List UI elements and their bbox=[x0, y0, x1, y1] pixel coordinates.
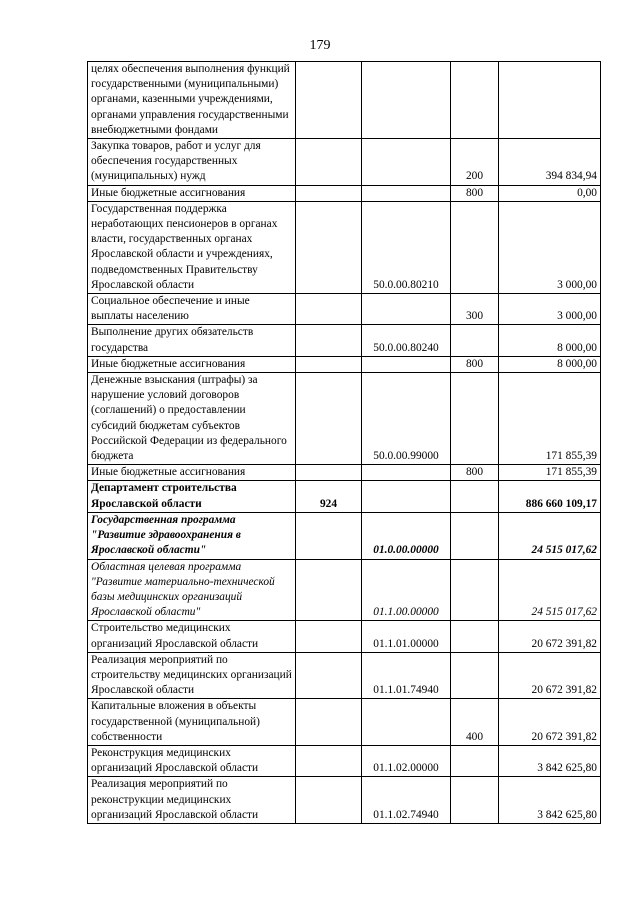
table-row bbox=[88, 465, 601, 481]
row-vedomstvo bbox=[296, 356, 362, 372]
row-name: Капитальные вложения в объекты государственной (муниципальной) собственности bbox=[88, 699, 296, 746]
row-vedomstvo bbox=[296, 512, 362, 559]
row-vedomstvo: 924 bbox=[296, 481, 362, 512]
table-row bbox=[88, 559, 601, 621]
row-vr bbox=[451, 652, 499, 699]
table-row bbox=[88, 294, 601, 325]
row-vedomstvo bbox=[296, 559, 362, 621]
row-csr: 01.1.01.00000 bbox=[362, 621, 451, 652]
row-csr bbox=[362, 465, 451, 481]
table-row bbox=[88, 139, 601, 186]
table-row bbox=[88, 745, 601, 776]
row-name: целях обеспечения выполнения функций государственными (муниципальными) органами, казенными учреждениями, органами управления государственными внебюджетными фондами bbox=[88, 62, 296, 139]
row-name: Иные бюджетные ассигнования bbox=[88, 185, 296, 201]
row-csr bbox=[362, 699, 451, 746]
row-csr: 50.0.00.80210 bbox=[362, 201, 451, 293]
row-amount: 394 834,94 bbox=[499, 139, 601, 186]
row-name: Государственная программа "Развитие здравоохранения в Ярославской области" bbox=[88, 512, 296, 559]
row-vr bbox=[451, 201, 499, 293]
row-amount: 3 842 625,80 bbox=[499, 745, 601, 776]
row-name: Социальное обеспечение и иные выплаты населению bbox=[88, 294, 296, 325]
row-amount: 24 515 017,62 bbox=[499, 512, 601, 559]
row-name: Департамент строительства Ярославской области bbox=[88, 481, 296, 512]
row-name: Иные бюджетные ассигнования bbox=[88, 356, 296, 372]
row-vedomstvo bbox=[296, 621, 362, 652]
row-amount: 3 000,00 bbox=[499, 201, 601, 293]
row-name: Реконструкция медицинских организаций Ярославской области bbox=[88, 745, 296, 776]
row-vedomstvo bbox=[296, 652, 362, 699]
row-vr bbox=[451, 325, 499, 356]
page-number: 179 bbox=[309, 38, 331, 53]
row-csr: 01.1.02.74940 bbox=[362, 777, 451, 824]
row-name: Иные бюджетные ассигнования bbox=[88, 465, 296, 481]
row-csr bbox=[362, 139, 451, 186]
table-row bbox=[88, 356, 601, 372]
row-vedomstvo bbox=[296, 325, 362, 356]
table-row bbox=[88, 185, 601, 201]
row-amount: 8 000,00 bbox=[499, 356, 601, 372]
row-vedomstvo bbox=[296, 139, 362, 186]
row-csr: 50.0.00.80240 bbox=[362, 325, 451, 356]
row-vedomstvo bbox=[296, 777, 362, 824]
row-amount: 20 672 391,82 bbox=[499, 699, 601, 746]
row-vedomstvo bbox=[296, 465, 362, 481]
row-csr bbox=[362, 62, 451, 139]
row-amount: 3 000,00 bbox=[499, 294, 601, 325]
table-row bbox=[88, 699, 601, 746]
row-csr: 01.1.02.00000 bbox=[362, 745, 451, 776]
row-amount: 171 855,39 bbox=[499, 465, 601, 481]
table-row bbox=[88, 777, 601, 824]
row-csr: 01.1.01.74940 bbox=[362, 652, 451, 699]
table-row bbox=[88, 512, 601, 559]
row-amount: 24 515 017,62 bbox=[499, 559, 601, 621]
table-row bbox=[88, 652, 601, 699]
table-row bbox=[88, 621, 601, 652]
row-name: Выполнение других обязательств государства bbox=[88, 325, 296, 356]
row-amount: 3 842 625,80 bbox=[499, 777, 601, 824]
row-vr bbox=[451, 373, 499, 465]
row-vedomstvo bbox=[296, 294, 362, 325]
row-vr bbox=[451, 777, 499, 824]
row-vr: 800 bbox=[451, 185, 499, 201]
row-name: Государственная поддержка неработающих пенсионеров в органах власти, государственных органах Ярославской области и учреждениях, подведомственных Правительству Ярославской области bbox=[88, 201, 296, 293]
row-vedomstvo bbox=[296, 62, 362, 139]
table-row bbox=[88, 62, 601, 139]
row-amount: 886 660 109,17 bbox=[499, 481, 601, 512]
row-amount: 8 000,00 bbox=[499, 325, 601, 356]
row-amount: 0,00 bbox=[499, 185, 601, 201]
row-amount: 20 672 391,82 bbox=[499, 621, 601, 652]
table-row bbox=[88, 373, 601, 465]
row-vedomstvo bbox=[296, 745, 362, 776]
row-vedomstvo bbox=[296, 185, 362, 201]
row-name: Реализация мероприятий по строительству медицинских организаций Ярославской области bbox=[88, 652, 296, 699]
row-vedomstvo bbox=[296, 699, 362, 746]
row-vr bbox=[451, 512, 499, 559]
row-name: Денежные взыскания (штрафы) за нарушение условий договоров (соглашений) о предоставлении субсидий бюджетам субъектов Российской Федерации из федерального бюджета bbox=[88, 373, 296, 465]
row-amount: 20 672 391,82 bbox=[499, 652, 601, 699]
row-vr bbox=[451, 62, 499, 139]
row-vr: 800 bbox=[451, 356, 499, 372]
row-vr bbox=[451, 745, 499, 776]
row-vr bbox=[451, 559, 499, 621]
table-row bbox=[88, 201, 601, 293]
row-name: Областная целевая программа "Развитие материально-технической базы медицинских организаций Ярославской области" bbox=[88, 559, 296, 621]
row-vr bbox=[451, 481, 499, 512]
row-vr: 300 bbox=[451, 294, 499, 325]
row-vedomstvo bbox=[296, 201, 362, 293]
row-csr bbox=[362, 356, 451, 372]
table-row bbox=[88, 325, 601, 356]
row-name: Закупка товаров, работ и услуг для обеспечения государственных (муниципальных) нужд bbox=[88, 139, 296, 186]
row-amount bbox=[499, 62, 601, 139]
row-csr: 01.0.00.00000 bbox=[362, 512, 451, 559]
row-csr: 01.1.00.00000 bbox=[362, 559, 451, 621]
row-name: Реализация мероприятий по реконструкции медицинских организаций Ярославской области bbox=[88, 777, 296, 824]
row-vr: 400 bbox=[451, 699, 499, 746]
row-csr bbox=[362, 481, 451, 512]
budget-table-body bbox=[88, 62, 601, 824]
row-csr bbox=[362, 185, 451, 201]
row-csr bbox=[362, 294, 451, 325]
budget-table bbox=[87, 61, 601, 824]
row-amount: 171 855,39 bbox=[499, 373, 601, 465]
row-name: Строительство медицинских организаций Ярославской области bbox=[88, 621, 296, 652]
row-csr: 50.0.00.99000 bbox=[362, 373, 451, 465]
table-row bbox=[88, 481, 601, 512]
row-vedomstvo bbox=[296, 373, 362, 465]
row-vr: 200 bbox=[451, 139, 499, 186]
row-vr: 800 bbox=[451, 465, 499, 481]
row-vr bbox=[451, 621, 499, 652]
